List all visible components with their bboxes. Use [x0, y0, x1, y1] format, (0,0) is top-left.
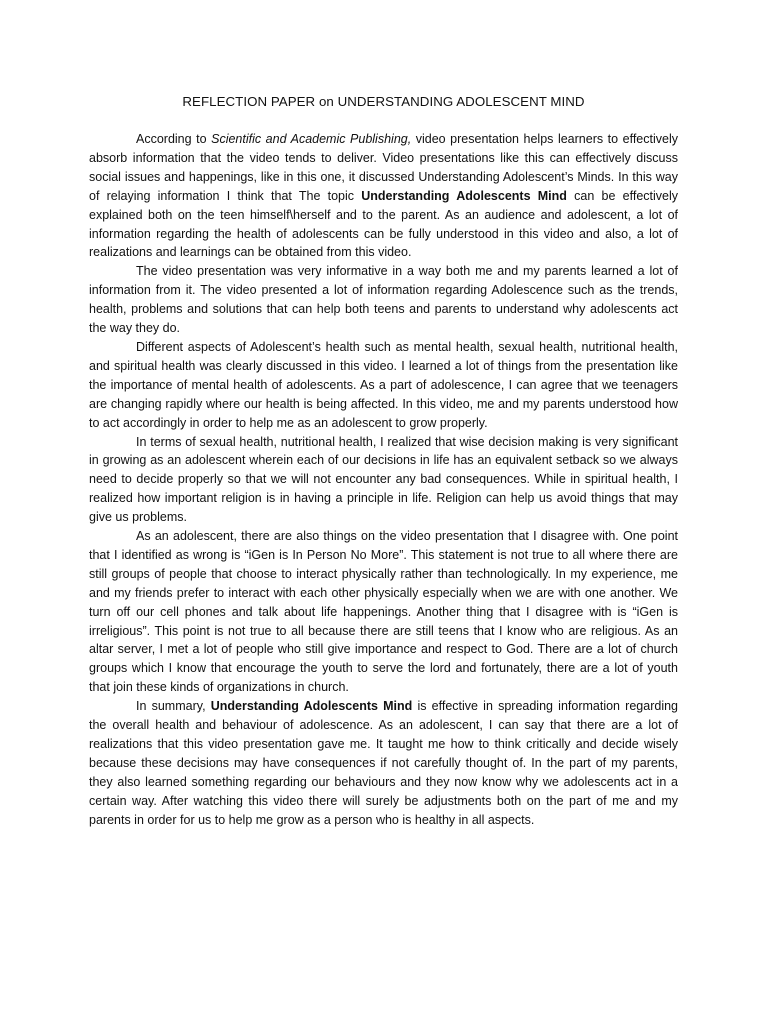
paragraph-text: video presentation helps learners to effectively absorb information that the video tends to deliver. Video presentations like this can effectively discuss social issues and happenings, like in this one, it discussed Understanding Adolescent’s Minds. In this way of relaying information I think that The topic	[89, 132, 678, 203]
source-citation: Scientific and Academic Publishing,	[211, 132, 412, 146]
document-page	[89, 92, 678, 830]
paragraph-text: can be effectively explained both on the teen himself\herself and to the parent. As an audience and adolescent, a lot of information regarding the health of adolescents can be fully understood in this video and also, a lot of realizations and learnings can be obtained from this video.	[89, 188, 678, 260]
paragraph-health-aspects: Different aspects of Adolescent’s health such as mental health, sexual health, nutritional health, and spiritual health was clearly discussed in this video. I learned a lot of things from the presentation like the importance of mental health of adolescents. As a part of adolescence, I can agree that we teenagers are changing rapidly where our health is being affected. In this video, me and my parents understood how to act accordingly in order to help me as an adolescent to grow properly.	[89, 339, 678, 430]
paragraph-text: is effective in spreading information regarding the overall health and behaviour of adolescence. As an adolescent, I can say that there are a lot of realizations that this video presentation gave me. It taught me how to think critically and decide wisely because these decisions may have consequences if not carefully thought of. In the part of my parents, they also learned something regarding our behaviours and they now know why we adolescents act in a certain way. After watching this video there will surely be adjustments both on the part of me and my parents in order for us to help me grow as a person who is healthy in all aspects.	[89, 699, 678, 827]
topic-name-bold: Understanding Adolescents Mind	[210, 699, 413, 714]
paragraph-summary	[89, 697, 678, 829]
paragraph-disagreements: As an adolescent, there are also things on the video presentation that I disagree with. One point that I identified as wrong is “iGen is In Person No More”. This statement is not true to all where there are still groups of people that choose to interact physically rather than technologically. In my experience, me and my friends prefer to interact with each other physically especially when we are with one another. We turn off our cell phones and talk about life happenings. Another thing that I disagree with is “iGen is irreligious”. This point is not true to all because there are still teens that I know who are religious. As an altar server, I met a lot of people who still give importance and respect to God. There are a lot of church groups which I know that encourage the youth to serve the lord and fortunately, there are a lot of youth that join these kinds of organizations in church.	[89, 529, 678, 695]
topic-name-bold: Understanding Adolescents Mind	[361, 188, 567, 203]
paragraph-text: In summary,	[136, 699, 211, 714]
paragraph-video-informative: The video presentation was very informative in a way both me and my parents learned a lot of information from it. The video presented a lot of information regarding Adolescence such as the trends, health, problems and solutions that can help both teens and parents to understand why adolescents act the way they do.	[89, 264, 678, 336]
paragraph-intro	[89, 130, 678, 262]
paragraph-sexual-spiritual-health: In terms of sexual health, nutritional health, I realized that wise decision making is very significant in growing as an adolescent wherein each of our decisions in life has an equivalent setback so we always need to decide properly so that we will not encounter any bad consequences. While in spiritual health, I realized how important religion is in having a principle in life. Religion can help us avoid things that may give us problems.	[89, 434, 678, 525]
document-title: REFLECTION PAPER on UNDERSTANDING ADOLESCENT MIND	[182, 94, 585, 109]
paragraph-text: According to	[136, 132, 212, 146]
